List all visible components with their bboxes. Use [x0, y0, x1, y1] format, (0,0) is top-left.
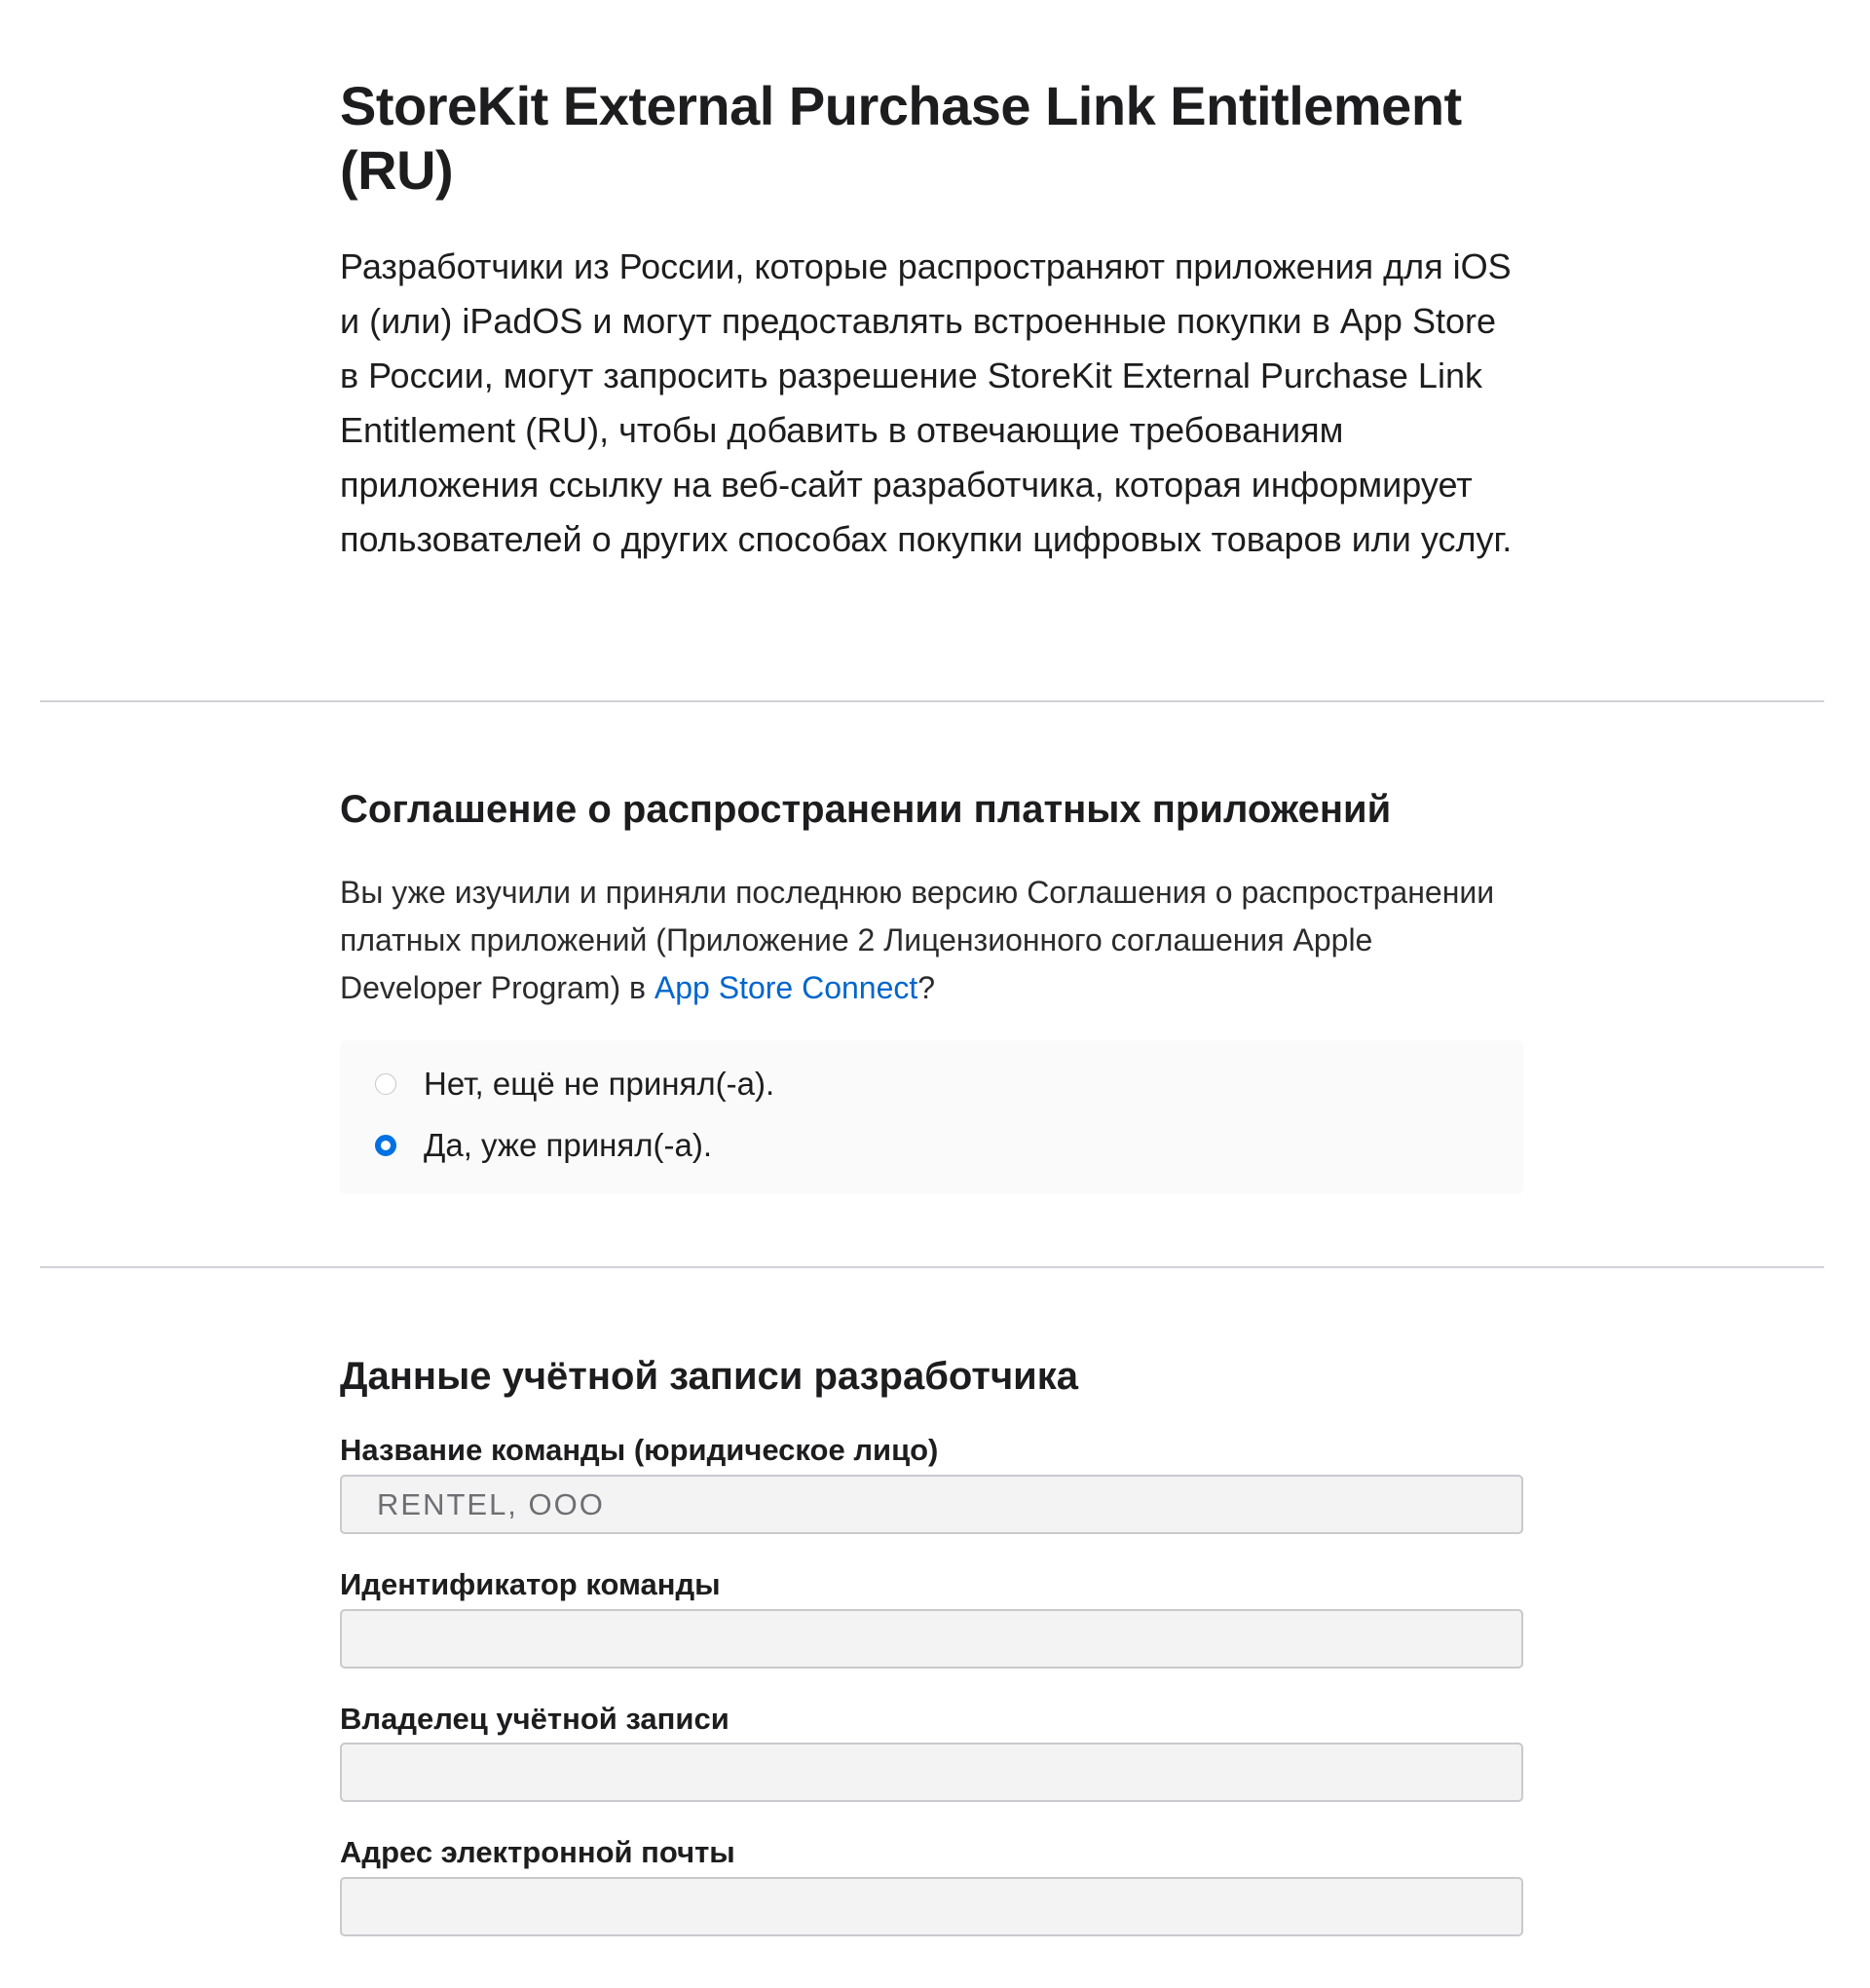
agreement-section-title: Соглашение о распространении платных приложений — [340, 788, 1392, 831]
email-input[interactable] — [340, 1877, 1523, 1936]
section-divider — [40, 1266, 1824, 1268]
team-name-input[interactable] — [340, 1475, 1523, 1534]
account-holder-label: Владелец учётной записи — [340, 1702, 729, 1736]
email-label: Адрес электронной почты — [340, 1835, 735, 1869]
team-id-input[interactable] — [340, 1609, 1523, 1669]
intro-text: Разработчики из России, которые распространяют приложения для iOS и (или) iPadOS и могут предоставлять встроенные покупки в App Store в России, могут запросить разрешение StoreKit External Purchase Link Entitlement (RU), чтобы добавить в отвечающие требованиям приложения ссылку на веб-сайт разработчика, которая информирует пользователей о других способах покупки цифровых товаров или услуг. — [340, 246, 1513, 559]
team-id-label: Идентификатор команды — [340, 1567, 721, 1601]
agreement-question-end: ? — [917, 970, 936, 1005]
agreement-question-text: Вы уже изучили и приняли последнюю версию Соглашения о распространении платных приложений (Приложение 2 Лицензионного соглашения Apple Developer Program) в — [340, 875, 1495, 1005]
radio-button-not-accepted[interactable] — [375, 1073, 396, 1095]
radio-button-accepted[interactable] — [375, 1135, 396, 1156]
radio-label-not-accepted[interactable]: Нет, ещё не принял(-а). — [424, 1066, 775, 1102]
account-section-title: Данные учётной записи разработчика — [340, 1355, 1079, 1398]
page-title: StoreKit External Purchase Link Entitlement (RU) — [340, 75, 1462, 201]
app-store-connect-link[interactable]: App Store Connect — [654, 970, 918, 1005]
agreement-radio-group — [340, 1040, 1523, 1194]
team-name-label: Название команды (юридическое лицо) — [340, 1433, 939, 1467]
account-holder-input[interactable] — [340, 1743, 1523, 1802]
radio-label-accepted[interactable]: Да, уже принял(-а). — [424, 1127, 713, 1163]
agreement-question — [340, 869, 1523, 1012]
section-divider — [40, 700, 1824, 702]
